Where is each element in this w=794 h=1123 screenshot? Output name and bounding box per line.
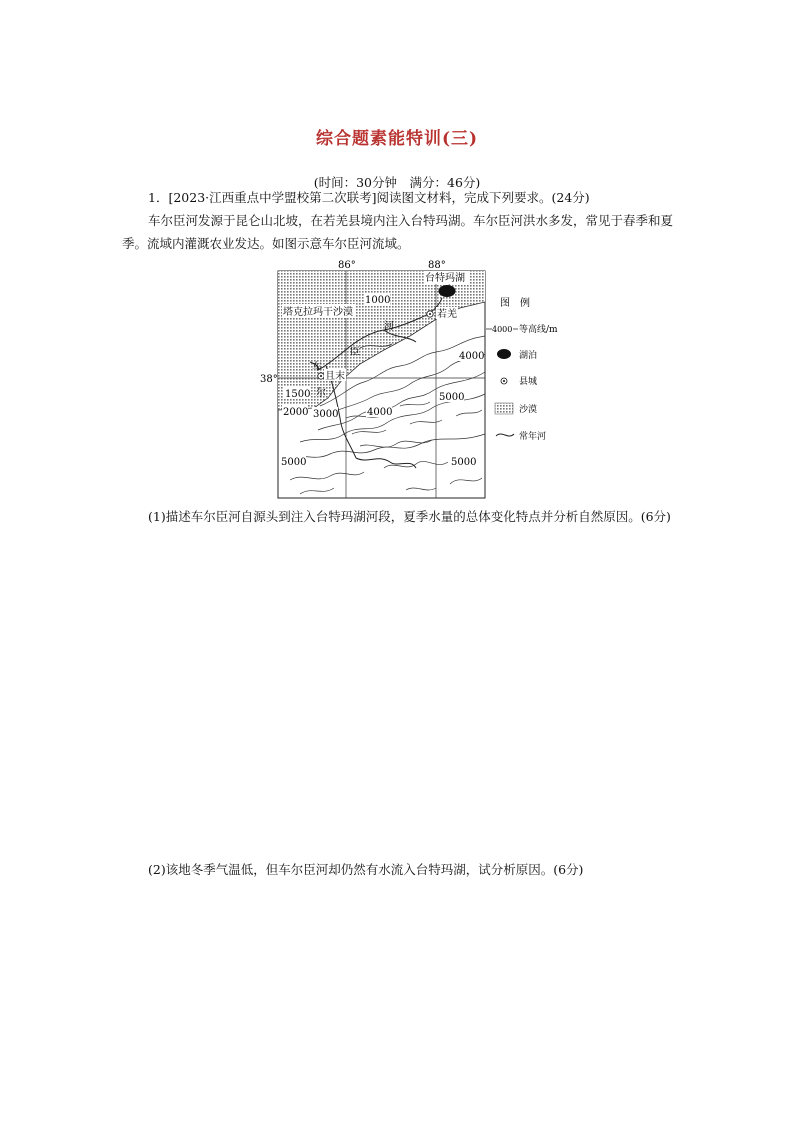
legend-river-icon: [496, 434, 514, 436]
legend-county-label: 县城: [519, 377, 538, 387]
lake-taitema: [439, 285, 456, 297]
exam-meta: (时间：30分钟 满分：46分): [313, 175, 481, 190]
sub-question-1: (1)描述车尔臣河自源头到注入台特玛湖河段，夏季水量的总体变化特点并分析自然原因。(6分): [148, 509, 671, 524]
contour-label-5000-b: 5000: [281, 457, 307, 468]
county-ruoqiang-label: 若羌: [437, 309, 457, 320]
county-qiemo: [318, 373, 324, 379]
lake-name-label: 台特玛湖: [425, 273, 465, 284]
map-legend: [486, 296, 558, 442]
contour-label-2000: 2000: [283, 407, 309, 418]
lon-86-label: 86°: [338, 260, 356, 271]
lat-38-label: 38°: [260, 374, 278, 385]
page-title: 综合题素能特训(三): [315, 129, 479, 149]
sub-question-2: (2)该地冬季气温低，但车尔臣河却仍然有水流入台特玛湖，试分析原因。(6分): [148, 862, 584, 877]
contour-label-1000: 1000: [365, 295, 391, 306]
legend-lake-icon: [497, 349, 511, 359]
river-char-2: 尔: [316, 388, 326, 399]
river-char-4: 河: [384, 321, 394, 332]
contour-label-4000-a: 4000: [459, 351, 485, 362]
river-char-3: 臣: [350, 347, 360, 358]
river-char-1: 车: [312, 362, 322, 373]
question-intro: 车尔臣河发源于昆仑山北坡，在若羌县境内注入台特玛湖。车尔臣河洪水多发，常见于春季和夏季。流域内灌溉农业发达。如图示意车尔臣河流域。: [122, 213, 674, 251]
contour-label-4000-b: 4000: [367, 407, 393, 418]
legend-contour-value: 4000: [492, 325, 513, 334]
question-header: 1．[2023·江西重点中学盟校第二次联考]阅读图文材料，完成下列要求。(24分): [148, 190, 590, 205]
contour-label-5000-a: 5000: [439, 392, 465, 403]
legend-desert-icon: [495, 403, 513, 414]
county-qiemo-label: 且末: [325, 371, 345, 382]
lon-88-label: 88°: [428, 260, 446, 271]
contour-label-3000: 3000: [313, 409, 339, 420]
legend-desert-label: 沙漠: [519, 405, 538, 415]
desert-name-label: 塔克拉玛干沙漠: [283, 307, 353, 318]
river-basin-map: [260, 258, 558, 502]
contour-label-5000-c: 5000: [451, 457, 477, 468]
contour-label-1500: 1500: [285, 389, 311, 400]
county-ruoqiang: [427, 311, 433, 317]
legend-river-label: 常年河: [519, 432, 547, 442]
legend-lake-label: 湖泊: [519, 351, 538, 361]
legend-contour-label: 等高线/m: [519, 325, 558, 335]
legend-title: 图 例: [500, 298, 530, 309]
